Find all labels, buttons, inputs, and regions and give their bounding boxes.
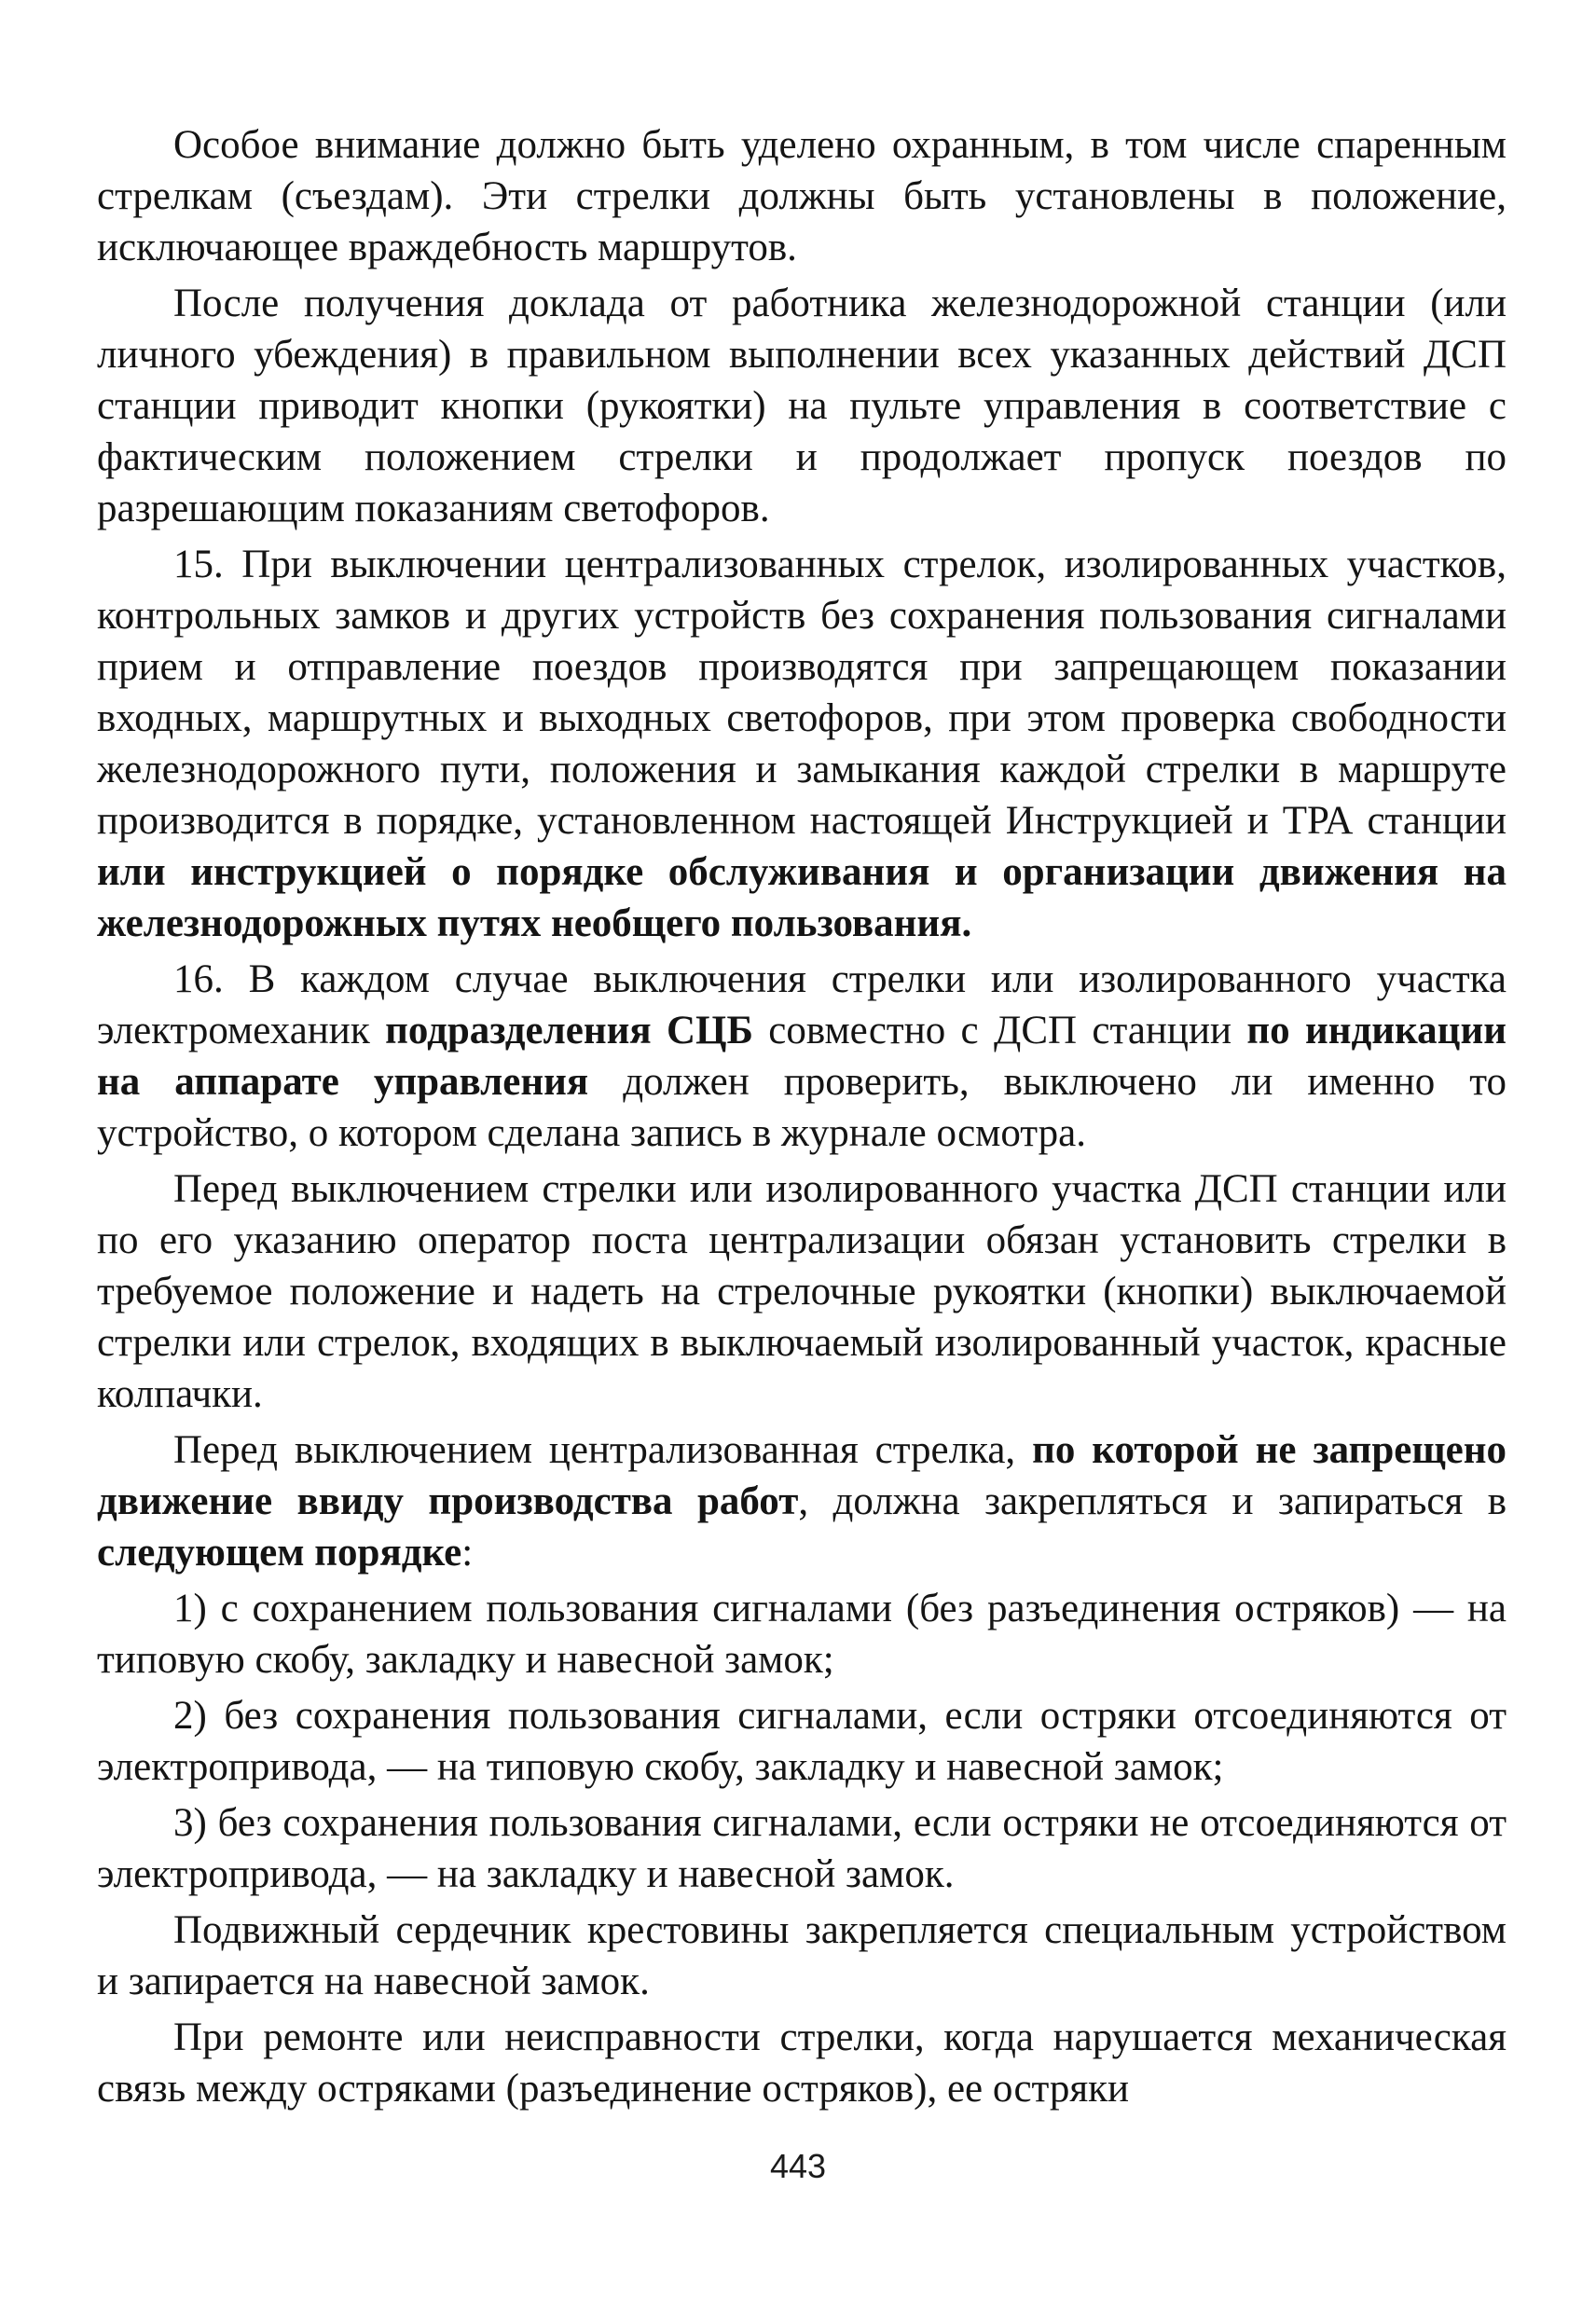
paragraph [97,1424,1507,1578]
text-run: 15. При выключении централизованных стрелок, изолированных участков, контрольных замков и других устройств без сохранения пользования сигналами прием и отправление поездов производятся при запрещающем показании входных, маршрутных и выходных светофоров, при этом проверка свободности железнодорожного пути, положения и замыкания каждой стрелки в маршруте производится в порядке, установленном настоящей Инструкцией и ТРА станции [97,543,1507,843]
text-run: Перед выключением централизованная стрелка, [173,1428,1033,1472]
text-run: Подвижный сердечник крестовины закрепляется специальным устройством и запирается на навесной замок. [97,1908,1507,2003]
text-run: , должна закрепляться и запираться в [798,1479,1507,1523]
bold-text-run: следующем порядке [97,1531,462,1575]
text-run: 1) с сохранением пользования сигналами (без разъединения остряков) — на типовую скобу, закладку и навесной замок; [97,1587,1507,1682]
paragraph [97,1905,1507,2007]
text-run: 2) без сохранения пользования сигналами, если остряки отсоединяются от электропривода, — на типовую скобу, закладку и навесной замок; [97,1694,1507,1789]
paragraph [97,278,1507,534]
text-run: должен проверить, выключено ли именно то устройство, о котором сделана запись в журнале осмотра. [97,1060,1507,1155]
text-run: После получения доклада от работника железнодорожной станции (или личного убеждения) в правильном выполнении всех указанных действий ДСП станции приводит кнопки (рукоятки) на пульте управления в соответствие с фактическим положением стрелки и продолжает пропуск поездов по разрешающим показаниям светофоров. [97,282,1507,530]
bold-text-run: по индикации на аппарате управления [97,1009,1507,1104]
paragraph [97,954,1507,1159]
text-run: Особое внимание должно быть уделено охранным, в том числе спаренным стрелкам (съездам). Эти стрелки должны быть установлены в положение, исключающее враждебность маршрутов. [97,123,1507,269]
paragraph [97,2012,1507,2114]
paragraph [97,539,1507,949]
text-run: : [461,1531,474,1575]
text-run: При ремонте или неисправности стрелки, когда нарушается механическая связь между остряками (разъединение остряков), ее остряки [97,2015,1507,2111]
paragraph [97,1797,1507,1900]
text-run: 16. В каждом случае выключения стрелки или изолированного участка электромеханик [97,957,1507,1052]
paragraph [97,1690,1507,1793]
page-number: 443 [769,2147,827,2185]
body-text [97,119,1507,2119]
paragraph [97,1163,1507,1420]
text-run: совместно с ДСП станции [752,1009,1247,1052]
paragraph [97,1583,1507,1685]
bold-text-run: подразделения СЦБ [385,1009,753,1052]
bold-text-run: по которой не запрещено движение ввиду производства работ [97,1428,1507,1523]
paragraph [97,119,1507,273]
bold-text-run: или инструкцией о порядке обслуживания и организации движения на железнодорожных путях необщего пользования. [97,850,1507,945]
text-run: Перед выключением стрелки или изолированного участка ДСП станции или по его указанию оператор поста централизации обязан установить стрелки в требуемое положение и надеть на стрелочные рукоятки (кнопки) выключаемой стрелки или стрелок, входящих в выключаемый изолированный участок, красные колпачки. [97,1167,1507,1416]
text-run: 3) без сохранения пользования сигналами, если остряки не отсоединяются от электропривода, — на закладку и навесной замок. [97,1801,1507,1896]
